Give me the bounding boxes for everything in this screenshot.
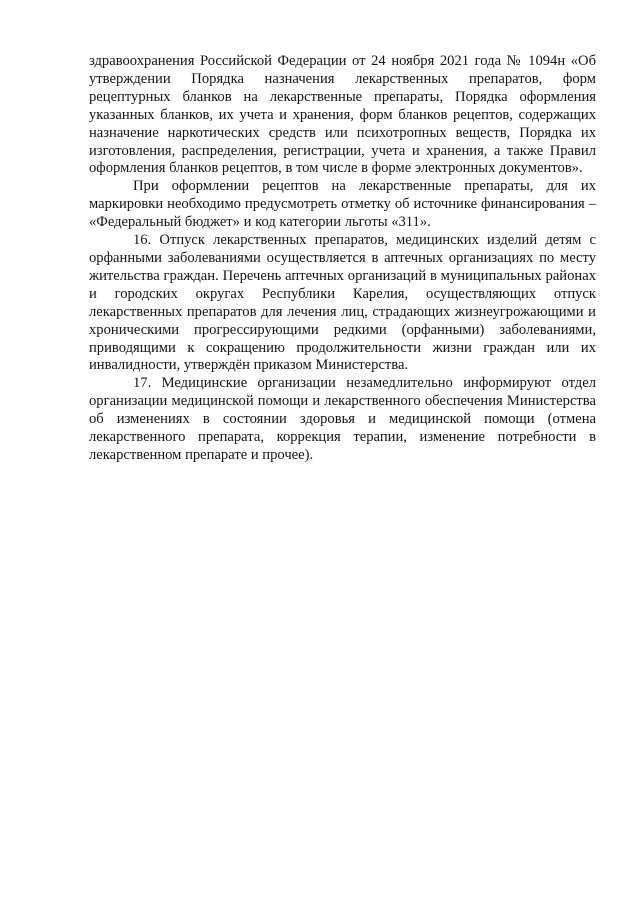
paragraph-17-notification: 17. Медицинские организации незамедлительно информируют отдел организации медицинской помощи и лекарственного обеспечения Министерства об изменениях в состоянии здоровья и медицинской помощи (отмена лекарственного препарата, коррекция терапии, изменение потребности в лекарственном препарате и прочее). — [89, 375, 596, 463]
paragraph-16-orphan-diseases: 16. Отпуск лекарственных препаратов, медицинских изделий детям с орфанными заболеваниями осуществляется в аптечных организациях по месту жительства граждан. Перечень аптечных организаций в муниципальных районах и городских округах Республики Карелия, осуществляющих отпуск лекарственных препаратов для лечения лиц, страдающих жизнеугрожающими и хроническими прогрессирующими редкими (орфанными) заболеваниями, приводящими к сокращению продолжительности жизни граждан или их инвалидности, утверждён приказом Министерства. — [89, 232, 596, 374]
document-body — [89, 53, 596, 465]
paragraph-continuation: здравоохранения Российской Федерации от 24 ноября 2021 года № 1094н «Об утверждении Порядка назначения лекарственных препаратов, форм рецептурных бланков на лекарственные препараты, Порядка оформления указанных бланков, их учета и хранения, форм бланков рецептов, содержащих назначение наркотических средств или психотропных веществ, Порядка их изготовления, распределения, регистрации, учета и хранения, а также Правил оформления бланков рецептов, в том числе в форме электронных документов». — [89, 53, 596, 177]
paragraph-prescription-marking: При оформлении рецептов на лекарственные препараты, для их маркировки необходимо предусмотреть отметку об источнике финансирования – «Федеральный бюджет» и код категории льготы «311». — [89, 178, 596, 231]
